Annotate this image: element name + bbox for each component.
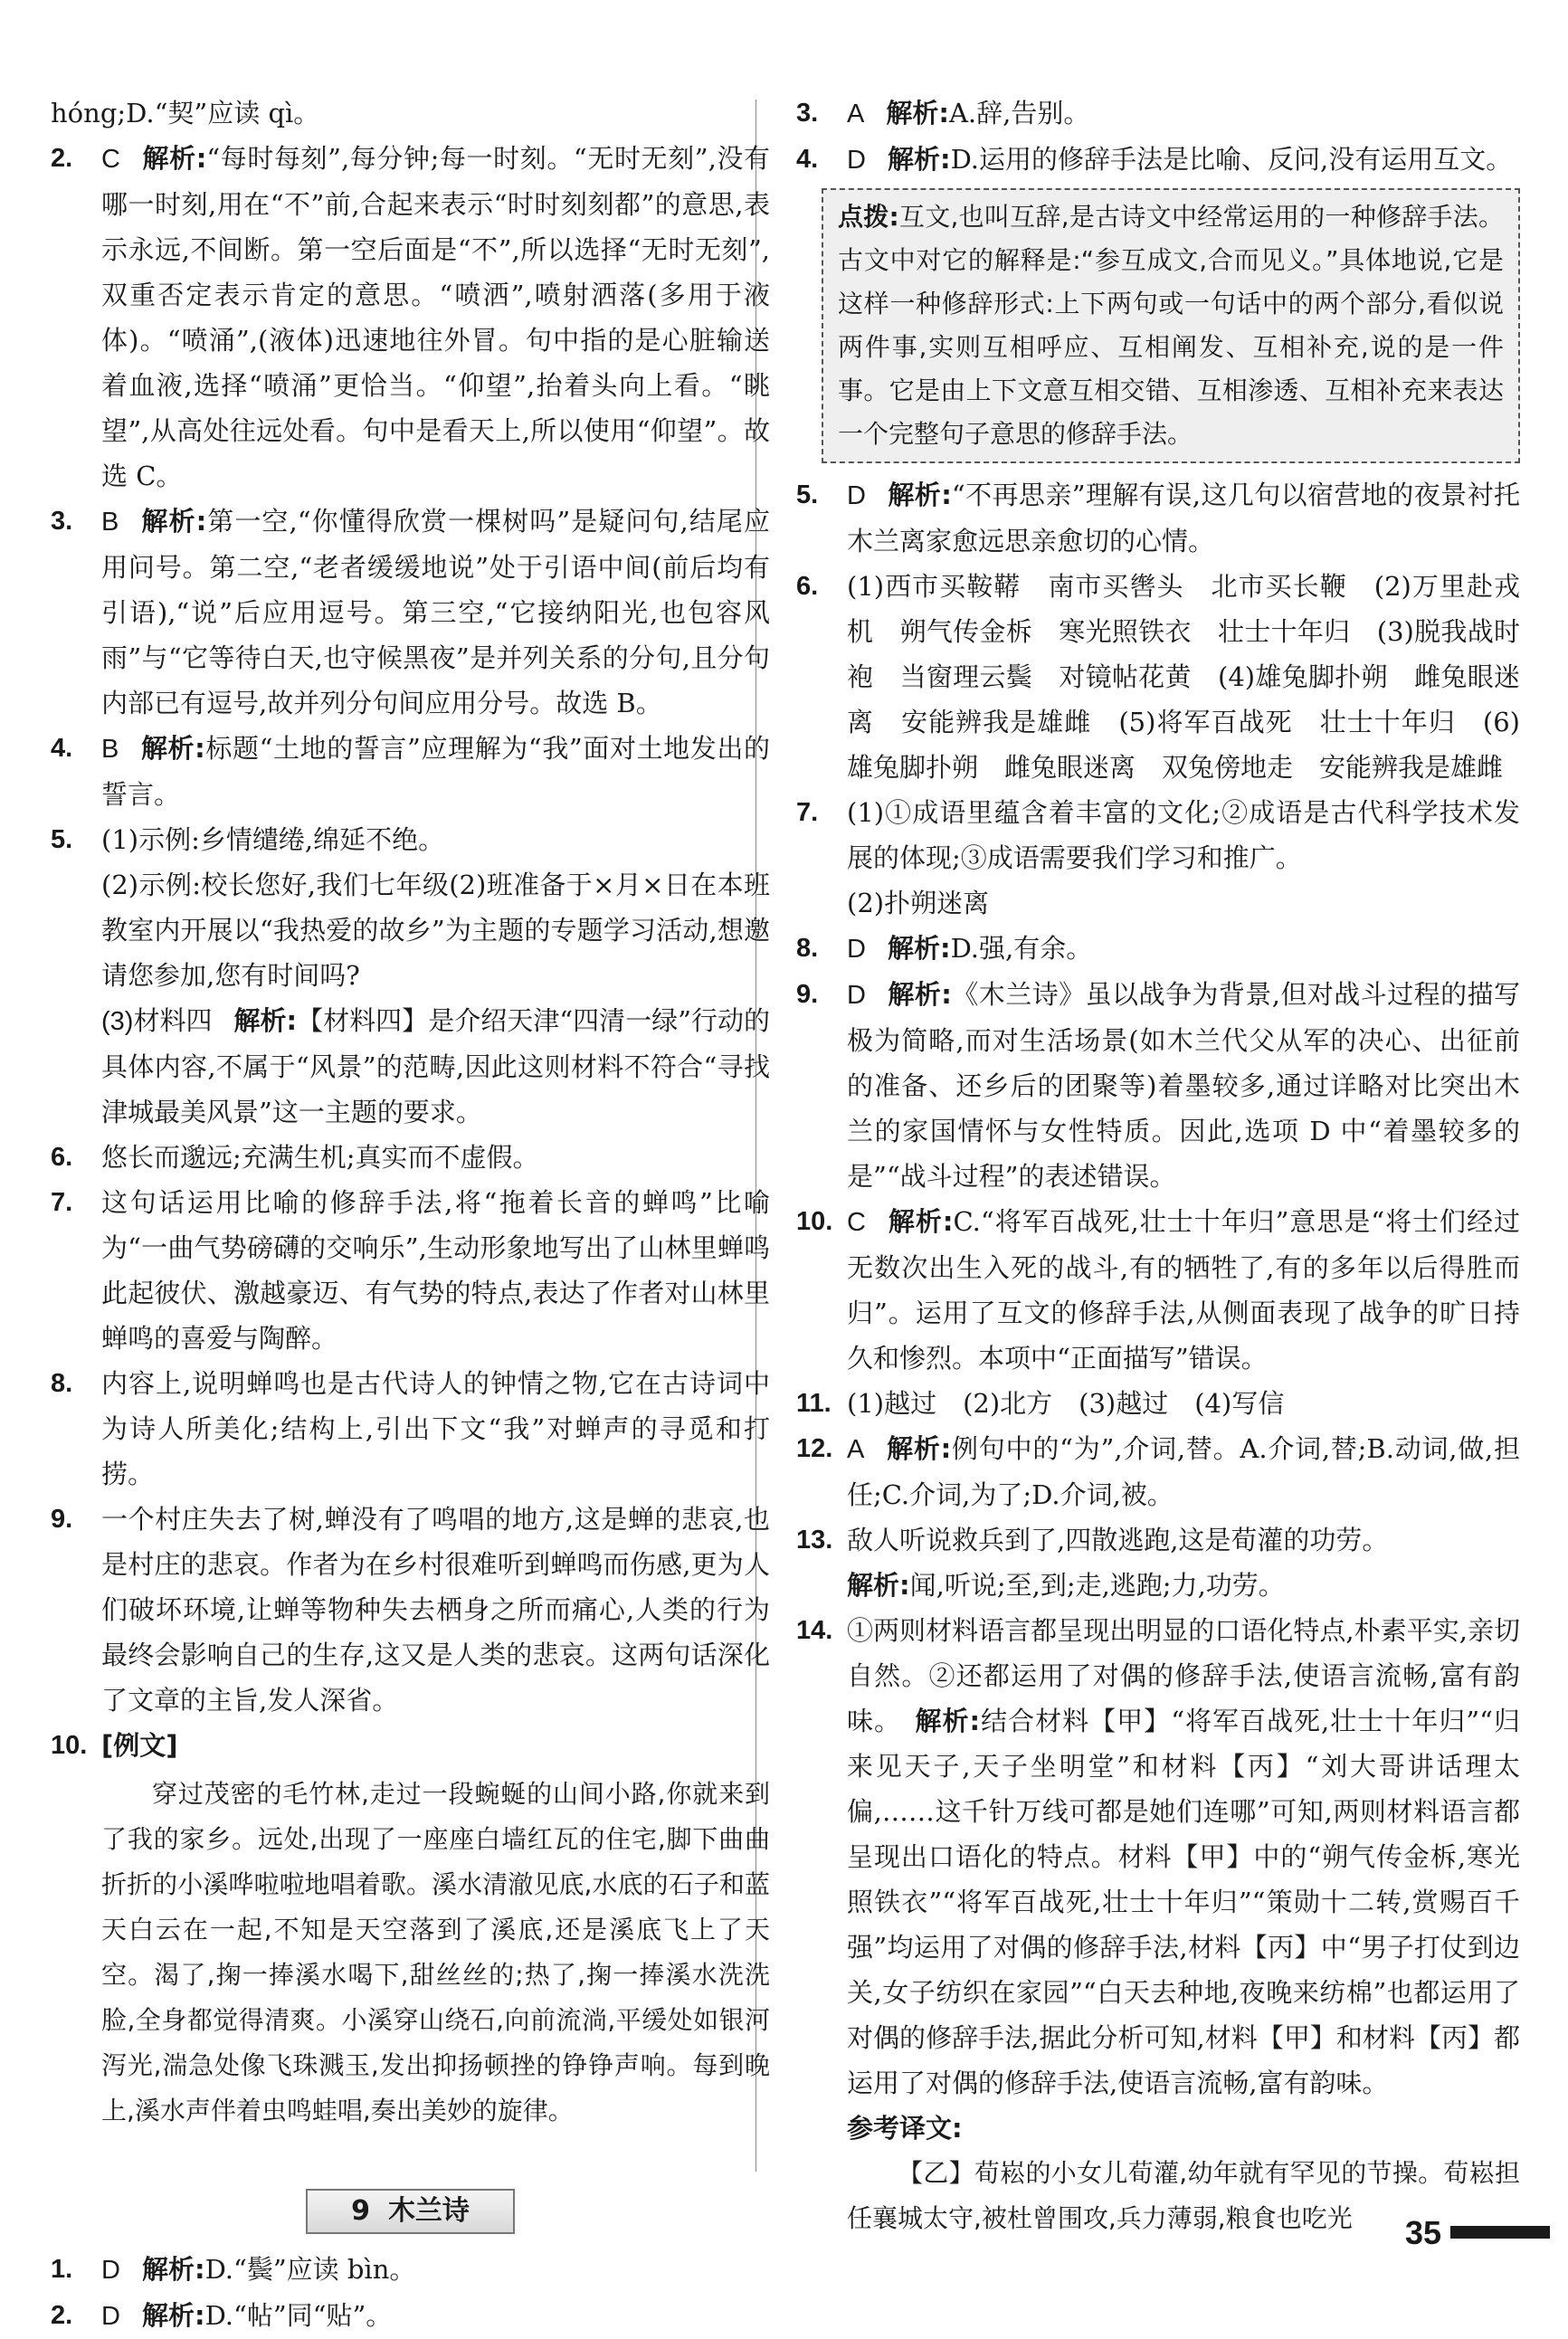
item-number: 4. — [51, 734, 73, 763]
analysis-text: D.“帖”同“贴”。 — [204, 2300, 393, 2331]
answer-text: 这句话运用比喻的修辞手法,将“拖着长音的蝉鸣”比喻为“一曲气势磅礴的交响乐”,生动形象地写出了山林里蝉鸣此起彼伏、激越豪迈、有气势的特点,表达了作者对山林里蝉鸣的喜爱与陶醉。 — [101, 1187, 770, 1354]
analysis-text: D.强,有余。 — [950, 933, 1093, 964]
sub-answer-3-choice: (3)材料四 — [101, 1007, 213, 1036]
answer-item-9 — [51, 1497, 770, 1723]
section-number: 9 — [351, 2195, 370, 2227]
answer-item-r6 — [796, 564, 1520, 790]
analysis-text: 【材料四】是介绍天津“四清一绿”行动的具体内容,不属于“风景”的范畴,因此这则材料不符合“寻找津城最美风景”这一主题的要求。 — [101, 1005, 770, 1127]
right-column — [796, 90, 1520, 2241]
item-number: 12. — [796, 1434, 833, 1463]
item-number: 9. — [796, 980, 819, 1009]
reference-translation-label: 参考译文: — [847, 2113, 963, 2144]
answer-text: (1)西市买鞍鞯 南市买辔头 北市买长鞭 (2)万里赴戎机 朔气传金柝 寒光照铁衣 壮士十年归 (3)脱我战时袍 当窗理云鬓 对镜帖花黄 (4)雄兔脚扑朔 雌兔眼迷离 安能辨我是雄雌 (5)将军百战死 壮士十年归 (6)雄兔脚扑朔 雌兔眼迷离 双兔傍地走 安能辨我是雄雌 — [847, 571, 1520, 783]
answer-text: (1)越过 (2)北方 (3)越过 (4)写信 — [847, 1388, 1285, 1419]
page-number-bar — [1450, 2226, 1550, 2239]
analysis-text: 标题“土地的誓言”应理解为“我”面对土地发出的誓言。 — [101, 733, 770, 810]
analysis-text: D.运用的修辞手法是比喻、反问,没有运用互文。 — [950, 144, 1513, 175]
item-number: 6. — [51, 1143, 73, 1172]
sub-answer-2: (2)扑朔迷离 — [847, 888, 990, 918]
analysis-text: 例句中的“为”,介词,替。A.介词,替;B.动词,做,担任;C.介词,为了;D.介词,被。 — [847, 1433, 1520, 1510]
section-heading — [51, 2188, 770, 2234]
item-number: 10. — [51, 1731, 88, 1760]
item-number: 3. — [51, 507, 73, 536]
analysis-text: 闻,听说;至,到;走,逃跑;力,功劳。 — [909, 1570, 1285, 1601]
answer-item-r12 — [796, 1426, 1520, 1517]
answer-choice: D — [101, 2256, 120, 2285]
answer-item-r11 — [796, 1381, 1520, 1426]
item-number: 7. — [796, 798, 819, 827]
answer-item-r10 — [796, 1199, 1520, 1381]
continued-text: hóng;D.“契”应读 qì。 — [51, 98, 320, 128]
example-essay: 穿过茂密的毛竹林,走过一段蜿蜒的山间小路,你就来到了我的家乡。远处,出现了一座座白墙红瓦的住宅,脚下曲曲折折的小溪哗啦啦地唱着歌。溪水清澈见底,水底的石子和蓝天白云在一起,不知是天空落到了溪底,还是溪底飞上了天空。渴了,掬一捧溪水喝下,甜丝丝的;热了,掬一捧溪水洗洗脸,全身都觉得清爽。小溪穿山绕石,向前流淌,平缓处如银河泻光,湍急处像飞珠溅玉,发出抑扬顿挫的铮铮声响。每到晚上,溪水声伴着虫鸣蛙唱,奏出美妙的旋律。 — [101, 1779, 770, 2125]
answer-choice: A — [847, 100, 865, 128]
item-number: 2. — [51, 144, 73, 173]
analysis-label: 解析: — [140, 506, 207, 537]
item-number: 5. — [796, 480, 819, 509]
answer-text: 悠长而邈远;充满生机;真实而不虚假。 — [101, 1142, 539, 1173]
answer-item-7 — [51, 1180, 770, 1361]
item-number: 7. — [51, 1188, 73, 1217]
section-title: 木兰诗 — [387, 2195, 470, 2227]
answer-item-10 — [51, 1723, 770, 1768]
item-number: 11. — [796, 1389, 832, 1418]
answer-choice: D — [847, 981, 866, 1010]
answer-item-4 — [51, 726, 770, 817]
translation-text: 敌人听说救兵到了,四散逃跑,这是荀灌的功劳。 — [847, 1525, 1389, 1555]
analysis-label: 解析: — [886, 1433, 952, 1464]
section-title-box — [306, 2189, 515, 2234]
analysis-text: 第一空,“你懂得欣赏一棵树吗”是疑问句,结尾应用问号。第二空,“老者缓缓地说”处于引语中间(前后均有引语),“说”后应用逗号。第三空,“它接纳阳光,也包容风雨”与“它等待白天,也守候黑夜”是并列关系的分句,且分句内部已有逗号,故并列分句间应用分号。故选 B。 — [101, 506, 770, 718]
analysis-line — [847, 1563, 1520, 1608]
reference-translation-text: 【乙】荀崧的小女儿荀灌,幼年就有罕见的节操。荀崧担任襄城太守,被杜曾围攻,兵力薄弱,粮食也吃光 — [847, 2158, 1520, 2233]
answer-item-r13 — [796, 1517, 1520, 1608]
answer-text: 一个村庄失去了树,蝉没有了鸣唱的地方,这是蝉的悲哀,也是村庄的悲哀。作者为在乡村很难听到蝉鸣而伤感,更为人们破坏环境,让蝉等物种失去栖身之所而痛心,人类的行为最终会影响自己的生存,这又是人类的悲哀。这两句话深化了文章的主旨,发人深省。 — [101, 1504, 770, 1716]
item-number: 8. — [51, 1369, 73, 1398]
left-column — [51, 90, 770, 2339]
analysis-label: 解析: — [915, 1706, 981, 1736]
analysis-label: 解析: — [141, 2300, 205, 2331]
analysis-label: 解析: — [887, 933, 951, 964]
answer-item-5 — [51, 817, 770, 1135]
analysis-text: “每时每刻”,每分钟;每一时刻。“无时无刻”,没有哪一时刻,用在“不”前,合起来表示“时时刻刻都”的意思,表示永远,不间断。第一空后面是“不”,所以选择“无时无刻”,双重否定表示肯定的意思。“喷洒”,喷射洒落(多用于液体)。“喷涌”,(液体)迅速地往外冒。句中指的是心脏输送着血液,选择“喷涌”更恰当。“仰望”,抬着头向上看。“眺望”,从高处往远处看。句中是看天上,所以使用“仰望”。故选 C。 — [101, 143, 770, 491]
answer-text: ①两则材料语言都呈现出明显的口语化特点,朴素平实,亲切自然。②还都运用了对偶的修辞手法,使语言流畅,富有韵味。 — [847, 1615, 1520, 1736]
analysis-label: 解析: — [847, 1570, 910, 1601]
answer-item-r4 — [796, 137, 1520, 183]
answer-item-8 — [51, 1361, 770, 1497]
analysis-label: 解析: — [887, 979, 952, 1010]
sub-answer-1: (1)示例:乡情缱绻,绵延不绝。 — [101, 824, 445, 855]
item-number: 8. — [796, 934, 819, 963]
answer-item-r7 — [796, 790, 1520, 926]
answer-choice: C — [847, 1208, 866, 1237]
item-number: 4. — [796, 145, 819, 174]
answer-item-2 — [51, 136, 770, 499]
answer-choice: B — [101, 735, 119, 764]
analysis-text: 结合材料【甲】“将军百战死,壮士十年归”“归来见天子,天子坐明堂”和材料【丙】“刘大哥讲话理太偏,……这千针万线可都是她们连哪”可知,两则材料语言都呈现出口语化的特点。材料【甲】中的“朔气传金柝,寒光照铁衣”“将军百战死,壮士十年归”“策勋十二转,赏赐百千强”均运用了对偶的修辞手法,材料【丙】中“男子打仗到边关,女子纺织在家园”“白天去种地,夜晚来纺棉”也都运用了对偶的修辞手法,据此分析可知,材料【甲】和材料【丙】都运用了对偶的修辞手法,使语言流畅,富有韵味。 — [847, 1706, 1520, 2098]
reference-translation-heading — [796, 2106, 1520, 2151]
answer-item-r8 — [796, 926, 1520, 972]
sub-answer-1: (1)①成语里蕴含着丰富的文化;②成语是古代科学技术发展的体现;③成语需要我们学习和推广。 — [847, 797, 1520, 873]
answer-choice: A — [847, 1435, 865, 1464]
analysis-text: A.辞,告别。 — [948, 98, 1090, 128]
analysis-text: 《木兰诗》虽以战争为背景,但对战斗过程的描写极为简略,而对生活场景(如木兰代父从军的决心、出征前的准备、还乡后的团聚等)着墨较多,通过详略对比突出木兰的家国情怀与女性特质。因此,选项 D 中“着墨较多的是”“战斗过程”的表述错误。 — [847, 979, 1520, 1192]
item-number: 10. — [796, 1207, 833, 1236]
item-number: 3. — [796, 99, 819, 128]
item-number: 13. — [796, 1526, 833, 1555]
answer-item-r14 — [796, 1608, 1520, 2106]
analysis-label: 解析: — [887, 480, 952, 510]
analysis-text: D.“鬓”应读 bìn。 — [204, 2254, 416, 2285]
tip-text: 互文,也叫互辞,是古诗文中经常运用的一种修辞手法。古文中对它的解释是:“参互成文,合而见义。”具体地说,它是这样一种修辞形式:上下两句或一句话中的两个部分,看似说两件事,实则互相呼应、互相阐发、互相补充,说的是一件事。它是由上下文意互相交错、互相渗透、互相补充来表达一个完整句子意思的修辞手法。 — [838, 202, 1504, 449]
answer-choice: D — [847, 935, 866, 964]
answer-choice: D — [847, 146, 866, 175]
item-number: 1. — [51, 2255, 73, 2284]
answer-item-r5 — [796, 472, 1520, 564]
item-number: 2. — [51, 2301, 73, 2330]
analysis-label: 解析: — [141, 143, 207, 174]
analysis-label: 解析: — [233, 1005, 298, 1036]
item-number: 6. — [796, 572, 819, 601]
analysis-text: C.“将军百战死,壮士十年归”意思是“将士们经过无数次出生入死的战斗,有的牺牲了,有的多年以后得胜而归”。运用了互文的修辞手法,从侧面表现了战争的旷日持久和惨烈。本项中“正面描写”错误。 — [847, 1206, 1520, 1374]
answer-choice: C — [101, 145, 120, 174]
answer-item-6 — [51, 1135, 770, 1180]
answer-choice: D — [101, 2302, 120, 2331]
analysis-label: 解析: — [886, 98, 949, 128]
example-essay-label: [例文] — [101, 1730, 178, 1761]
item-number: 14. — [796, 1616, 833, 1645]
section-answer-1 — [51, 2247, 770, 2293]
analysis-label: 解析: — [140, 733, 205, 764]
sub-answer-2: (2)示例:校长您好,我们七年级(2)班准备于×月×日在本班教室内开展以“我热爱的故乡”为主题的专题学习活动,想邀请您参加,您有时间吗? — [101, 870, 770, 991]
analysis-label: 解析: — [887, 144, 951, 175]
sub-answer-3 — [101, 998, 770, 1135]
section-answer-2 — [51, 2293, 770, 2339]
item-number: 9. — [51, 1505, 73, 1534]
answer-item-r9 — [796, 972, 1520, 1199]
answer-choice: B — [101, 508, 119, 537]
item-number: 5. — [51, 825, 73, 854]
page-number: 35 — [1404, 2214, 1441, 2251]
analysis-label: 解析: — [887, 1206, 954, 1237]
analysis-text: “不再思亲”理解有误,这几句以宿营地的夜景衬托木兰离家愈远思亲愈切的心情。 — [847, 480, 1520, 556]
tip-box — [822, 188, 1520, 463]
answer-item-3 — [51, 499, 770, 726]
analysis-label: 解析: — [141, 2254, 205, 2285]
answer-text: 内容上,说明蝉鸣也是古代诗人的钟情之物,它在古诗词中为诗人所美化;结构上,引出下文“我”对蝉声的寻觅和打捞。 — [101, 1368, 770, 1489]
answer-choice: D — [847, 481, 866, 510]
answer-item-r3 — [796, 90, 1520, 137]
tip-label: 点拨: — [838, 202, 899, 232]
